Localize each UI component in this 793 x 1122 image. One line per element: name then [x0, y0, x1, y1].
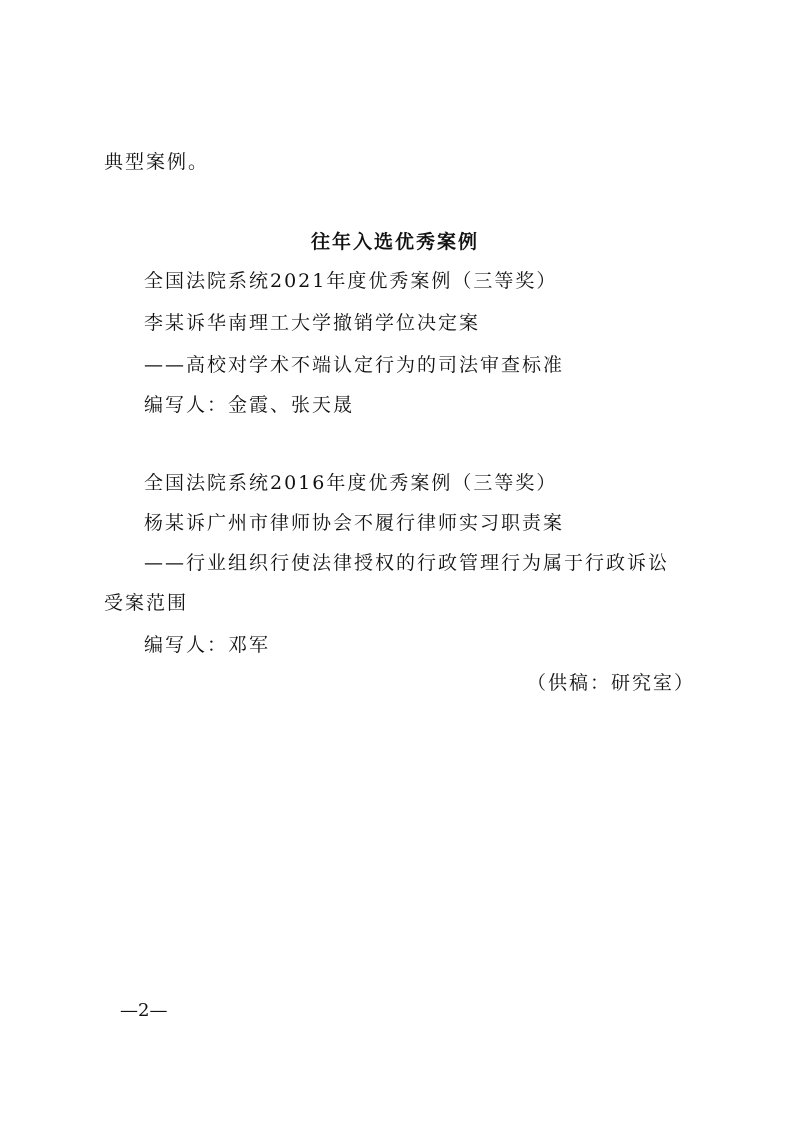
page-number: —2— — [120, 1000, 168, 1021]
case-subtitle: ——高校对学术不端认定行为的司法审查标准 — [144, 354, 565, 376]
case-author: 编写人：金霞、张天晟 — [144, 394, 355, 416]
case-author: 编写人：邓军 — [144, 634, 271, 656]
case-award: 全国法院系统2021年度优秀案例（三等奖） — [144, 270, 558, 292]
case-subtitle: ——行业组织行使法律授权的行政管理行为属于行政诉讼 — [144, 552, 670, 574]
case-title: 李某诉华南理工大学撤销学位决定案 — [144, 312, 481, 334]
section-heading: 往年入选优秀案例 — [311, 231, 480, 253]
case-title: 杨某诉广州市律师协会不履行律师实习职责案 — [144, 512, 565, 534]
source-note: （供稿：研究室） — [527, 672, 696, 694]
case-award: 全国法院系统2016年度优秀案例（三等奖） — [144, 472, 558, 494]
intro-tail-text: 典型案例。 — [104, 151, 210, 173]
case-subtitle-continued: 受案范围 — [104, 592, 189, 614]
